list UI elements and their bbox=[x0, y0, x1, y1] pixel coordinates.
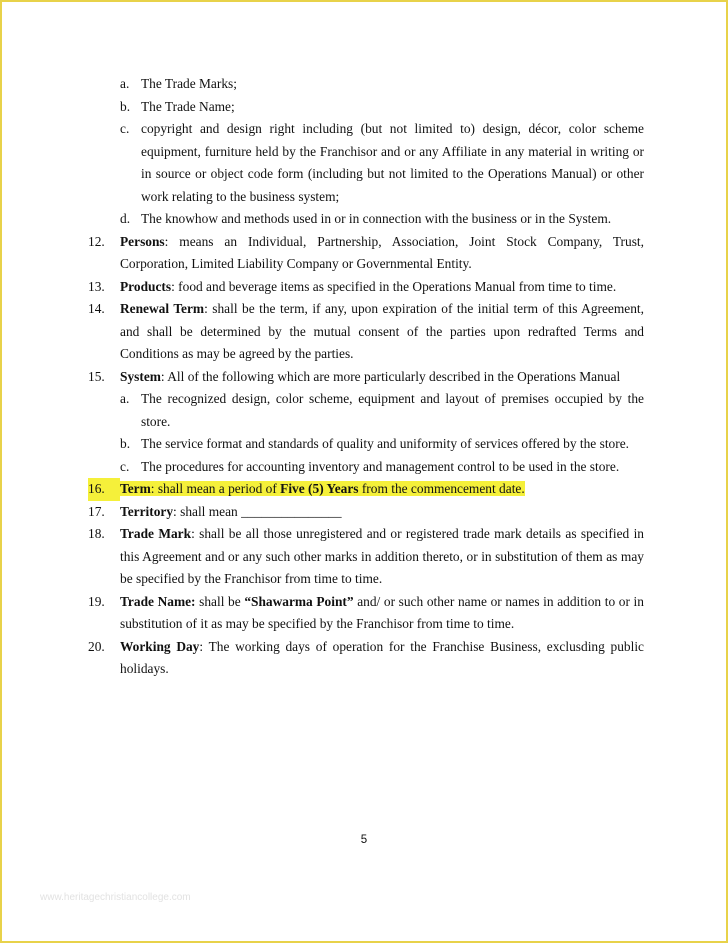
definition-working-day bbox=[88, 636, 644, 681]
list-item bbox=[120, 73, 644, 96]
definition-text: : shall be the term, if any, upon expiration of the initial term of this Agreement, and shall be determined by the mutual consent of the parties upon redrafted Terms and Conditions as may be agreed by the parties. bbox=[120, 301, 644, 361]
definition-text: : shall mean a period of bbox=[150, 481, 281, 496]
definition-text: : shall mean _______________ bbox=[173, 503, 342, 519]
item-letter: a. bbox=[120, 391, 130, 406]
definition-term bbox=[88, 478, 644, 501]
item-text: The recognized design, color scheme, equipment and layout of premises occupied by the store. bbox=[141, 391, 644, 429]
defined-term: Persons bbox=[120, 233, 165, 249]
definition-renewal-term bbox=[88, 298, 644, 366]
item-number: 16. bbox=[88, 478, 120, 501]
item-number: 18. bbox=[88, 526, 105, 541]
defined-term: Trade Name: bbox=[120, 593, 196, 609]
item-number: 17. bbox=[88, 503, 105, 519]
item-number: 15. bbox=[88, 368, 105, 384]
definition-text: : shall be all those unregistered and or registered trade mark details as specified in this Agreement and or any such other marks in addition thereto, or in substitution of them as may be specified by the Franchisor from time to time. bbox=[120, 526, 644, 586]
definition-text: : means an Individual, Partnership, Association, Joint Stock Company, Trust, Corporation, Limited Liability Company or Governmental Entity. bbox=[120, 233, 644, 271]
item-number: 19. bbox=[88, 593, 105, 609]
term-duration: Five (5) Years bbox=[280, 481, 359, 496]
item-letter: b. bbox=[120, 436, 131, 451]
defined-term: Renewal Term bbox=[120, 301, 205, 316]
defined-term: Working Day bbox=[120, 638, 200, 654]
item-text: The Trade Marks; bbox=[141, 76, 237, 91]
definition-text: and/ or such other name or names in addition to or in substitution of it as may be specified by the Franchisor from time to time. bbox=[120, 593, 644, 631]
item-text: The knowhow and methods used in or in connection with the business or in the System. bbox=[141, 211, 612, 226]
item-number: 13. bbox=[88, 278, 105, 294]
defined-term: System bbox=[120, 368, 161, 384]
item-text: The Trade Name; bbox=[141, 98, 235, 114]
definitions-list bbox=[88, 73, 644, 681]
item-letter: a. bbox=[120, 76, 130, 91]
definition-text: : All of the following which are more particularly described in the Operations Manual bbox=[160, 368, 621, 384]
trade-name-value: “Shawarma Point” bbox=[244, 593, 354, 609]
definition-text: : food and beverage items as specified in the Operations Manual from time to time. bbox=[171, 278, 617, 294]
list-item bbox=[120, 388, 644, 433]
item-text: copyright and design right including (but not limited to) design, décor, color scheme equipment, furniture held by the Franchisor and or any Affiliate in any material in writing or in source or object code form (including but not limited to the Operations Manual) or other work relating to the business system; bbox=[141, 121, 644, 204]
definition-products bbox=[88, 276, 644, 299]
definition-trade-name bbox=[88, 591, 644, 636]
definition-persons bbox=[88, 231, 644, 276]
item-number: 20. bbox=[88, 638, 105, 654]
list-item bbox=[120, 208, 644, 231]
watermark: www.heritagechristiancollege.com bbox=[40, 892, 191, 903]
defined-term: Products bbox=[120, 278, 172, 294]
list-item bbox=[120, 433, 644, 456]
definition-text: shall be bbox=[195, 593, 245, 609]
definition-territory bbox=[88, 501, 644, 524]
highlighted-text bbox=[120, 481, 525, 496]
item-text: The procedures for accounting inventory and management control to be used in the store. bbox=[141, 458, 620, 474]
defined-term: Trade Mark bbox=[120, 526, 192, 541]
definition-text: from the commencement date. bbox=[358, 481, 525, 496]
item-number: 12. bbox=[88, 233, 105, 249]
item-letter: d. bbox=[120, 211, 131, 226]
definition-trade-mark bbox=[88, 523, 644, 591]
item-letter: c. bbox=[120, 458, 130, 474]
defined-term: Term bbox=[120, 481, 151, 496]
definition-system bbox=[88, 366, 644, 389]
item-letter: b. bbox=[120, 98, 131, 114]
list-item bbox=[120, 118, 644, 208]
item-text: The service format and standards of quality and uniformity of services offered by the store. bbox=[141, 436, 629, 451]
defined-term: Territory bbox=[120, 503, 174, 519]
item-letter: c. bbox=[120, 121, 130, 136]
definition-text: : The working days of operation for the Franchise Business, exclusding public holidays. bbox=[120, 638, 644, 676]
page-number: 5 bbox=[360, 834, 368, 846]
item-number: 14. bbox=[88, 301, 105, 316]
list-item bbox=[120, 456, 644, 479]
list-item bbox=[120, 96, 644, 119]
